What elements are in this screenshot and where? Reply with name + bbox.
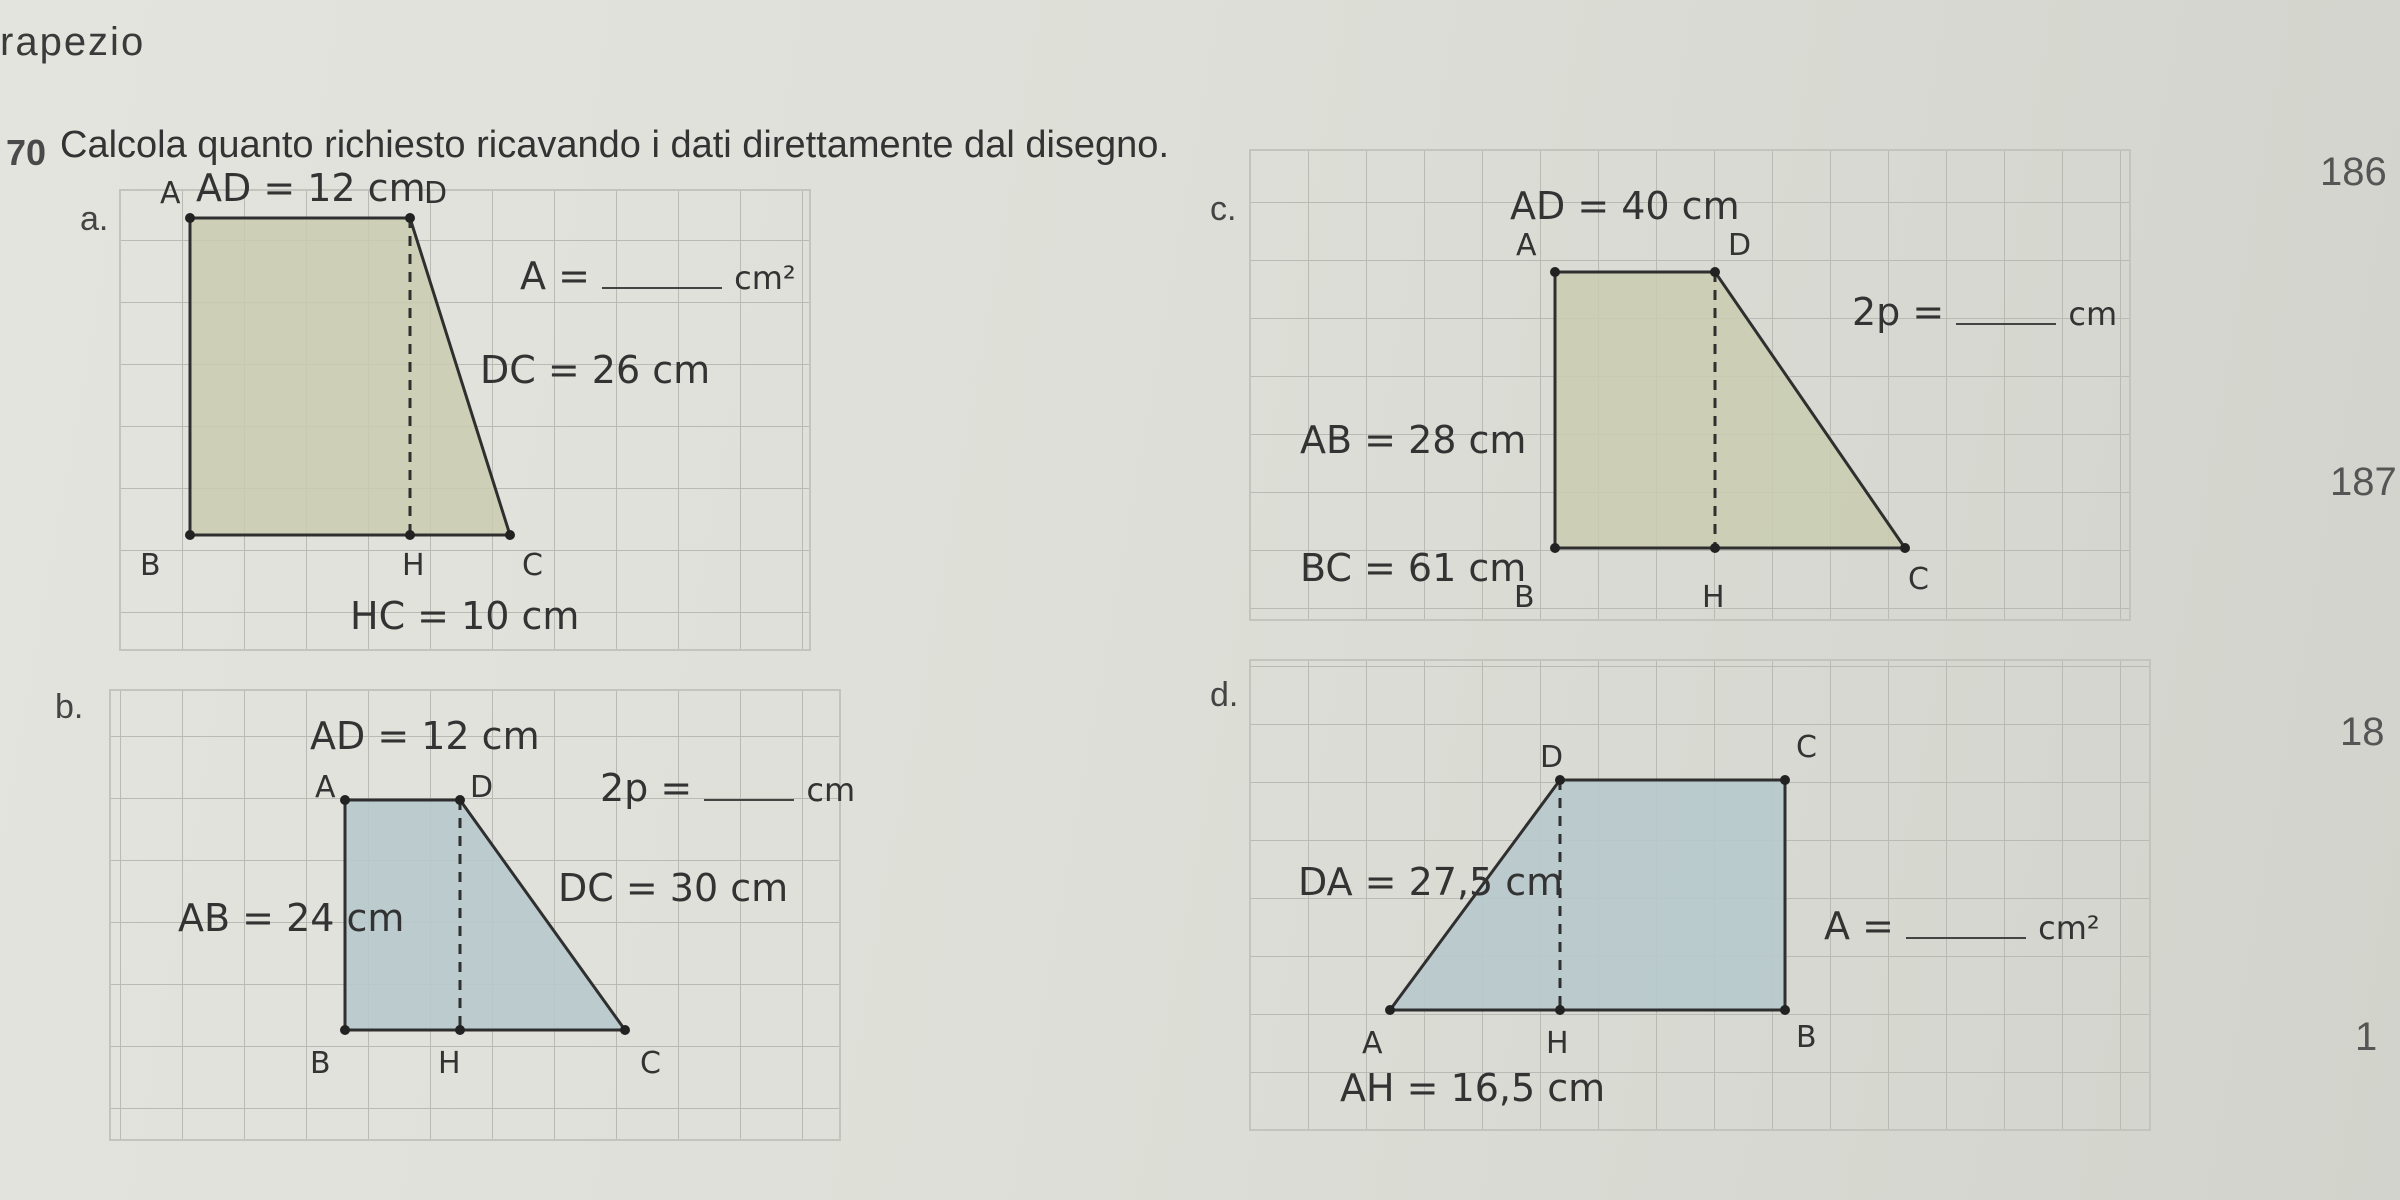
vertex-dot: [405, 530, 415, 540]
side-exercise-number: 187: [2330, 460, 2397, 504]
vertex-dot: [620, 1025, 630, 1035]
vertex-label-h: H: [438, 1046, 461, 1081]
perimeter-answer-blank[interactable]: [1956, 323, 2056, 325]
vertex-label-a: A: [1516, 228, 1537, 263]
perimeter-field-b[interactable]: [600, 766, 855, 810]
vertex-label-d: D: [1540, 740, 1564, 775]
chapter-title: rapezio: [0, 20, 146, 64]
perimeter-answer-blank[interactable]: [704, 799, 794, 801]
vertex-label-a: A: [160, 176, 181, 211]
side-ab-c: AB = 28 cm: [1300, 418, 1527, 462]
vertex-label-h: H: [1546, 1026, 1569, 1061]
exercise-d-letter: d.: [1210, 676, 1239, 714]
area-field-d[interactable]: [1824, 904, 2100, 948]
side-dc-b: DC = 30 cm: [558, 866, 789, 910]
vertex-label-c: C: [1908, 562, 1929, 597]
side-ad-c: AD = 40 cm: [1510, 184, 1740, 228]
vertex-label-b: B: [1796, 1020, 1817, 1055]
segment-hc-a: HC = 10 cm: [350, 594, 580, 638]
vertex-dot: [185, 213, 195, 223]
perimeter-unit: cm: [806, 771, 856, 809]
side-ad-b: AD = 12 cm: [310, 714, 540, 758]
side-ad-a: AD = 12 cm: [196, 166, 426, 210]
segment-ah-d: AH = 16,5 cm: [1340, 1066, 1606, 1110]
perimeter-unit: cm: [2068, 295, 2118, 333]
side-exercise-number: 186: [2320, 150, 2387, 194]
vertex-dot: [340, 795, 350, 805]
vertex-dot: [405, 213, 415, 223]
vertex-label-a: A: [1362, 1026, 1383, 1061]
vertex-label-c: C: [640, 1046, 661, 1081]
vertex-dot: [1710, 543, 1720, 553]
vertex-dot: [1555, 775, 1565, 785]
exercise-c-letter: c.: [1210, 190, 1237, 228]
area-field-a[interactable]: [520, 254, 796, 298]
side-exercise-number: 1: [2355, 1015, 2378, 1059]
exercise-instruction: Calcola quanto richiesto ricavando i dati direttamente dal disegno.: [60, 124, 1169, 166]
side-da-d: DA = 27,5 cm: [1298, 860, 1564, 904]
vertex-label-b: B: [1514, 580, 1535, 615]
area-unit: cm²: [734, 259, 796, 297]
side-exercise-number: 18: [2340, 710, 2385, 754]
area-label: A =: [520, 254, 590, 298]
side-dc-a: DC = 26 cm: [480, 348, 711, 392]
vertex-label-d: D: [1728, 228, 1752, 263]
vertex-dot: [455, 1025, 465, 1035]
vertex-label-b: B: [140, 548, 161, 583]
vertex-label-d: D: [470, 770, 494, 805]
vertex-dot: [340, 1025, 350, 1035]
vertex-label-c: C: [522, 548, 543, 583]
exercise-b-letter: b.: [55, 688, 84, 726]
perimeter-label: 2p =: [600, 766, 693, 810]
vertex-dot: [1385, 1005, 1395, 1015]
perimeter-field-c[interactable]: [1852, 290, 2117, 334]
vertex-dot: [1550, 267, 1560, 277]
side-ab-b: AB = 24 cm: [178, 896, 405, 940]
vertex-dot: [1900, 543, 1910, 553]
vertex-dot: [185, 530, 195, 540]
exercise-a-letter: a.: [80, 200, 109, 238]
vertex-label-a: A: [315, 770, 336, 805]
area-unit: cm²: [2038, 909, 2100, 947]
vertex-label-d: D: [424, 176, 448, 211]
side-bc-c: BC = 61 cm: [1300, 546, 1527, 590]
area-answer-blank[interactable]: [602, 287, 722, 289]
vertex-dot: [455, 795, 465, 805]
vertex-dot: [1780, 775, 1790, 785]
vertex-dot: [1710, 267, 1720, 277]
vertex-label-b: B: [310, 1046, 331, 1081]
perimeter-label: 2p =: [1852, 290, 1945, 334]
area-answer-blank[interactable]: [1906, 937, 2026, 939]
vertex-dot: [505, 530, 515, 540]
vertex-dot: [1555, 1005, 1565, 1015]
vertex-label-c: C: [1796, 730, 1817, 765]
vertex-label-h: H: [1702, 580, 1725, 615]
vertex-dot: [1780, 1005, 1790, 1015]
area-label: A =: [1824, 904, 1894, 948]
exercise-number: 70: [6, 132, 47, 173]
vertex-label-h: H: [402, 548, 425, 583]
vertex-dot: [1550, 543, 1560, 553]
